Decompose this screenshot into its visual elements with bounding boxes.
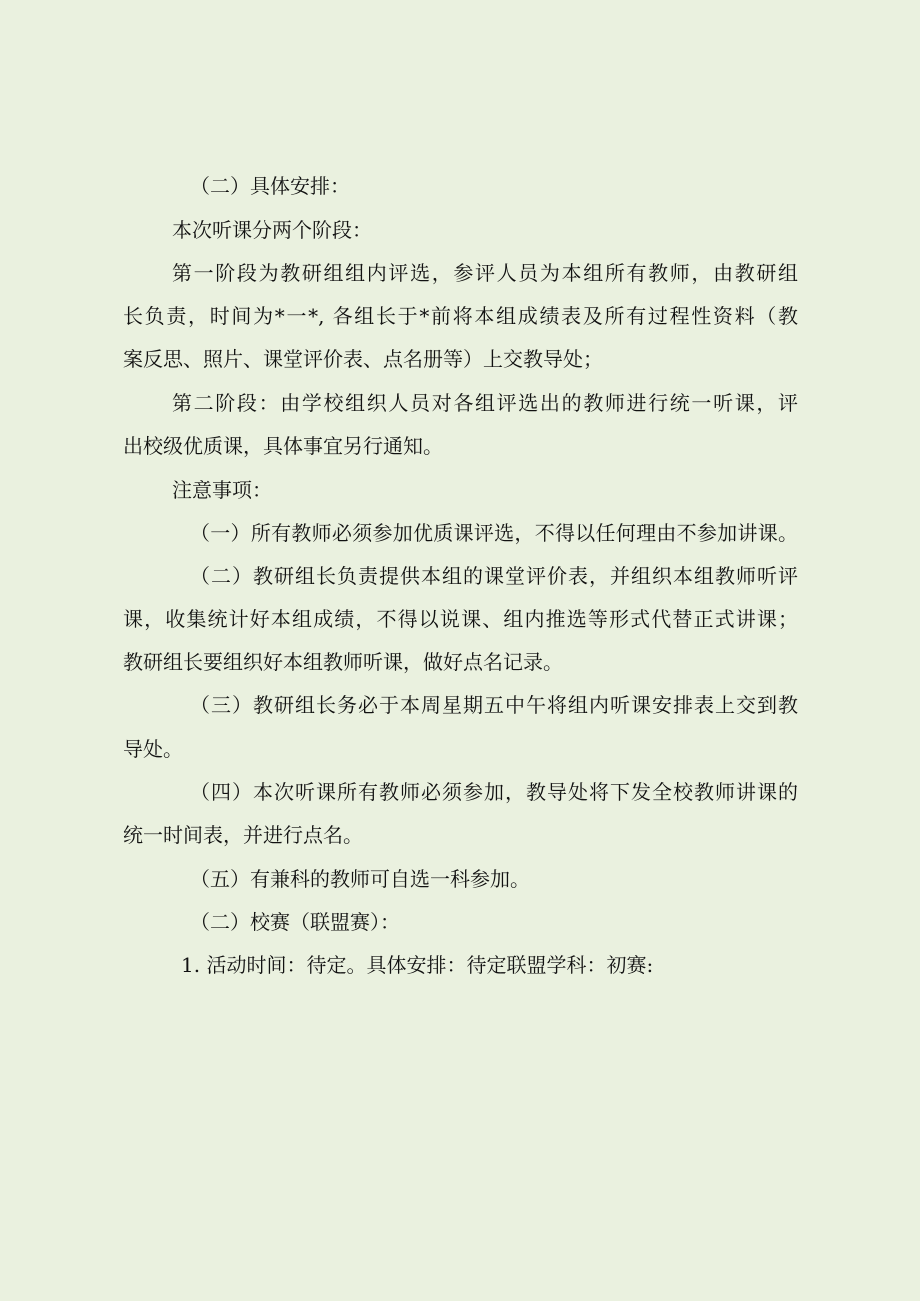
paragraph-stages-intro: 本次听课分两个阶段： [172,218,372,242]
note-three-line-1: （三）教研组长务必于本周星期五中午将组内听课安排表上交到教 [190,693,798,717]
note-two-line-2: 课，收集统计好本组成绩，不得以说课、组内推选等形式代替正式讲课； [123,607,798,631]
note-four-line-1: （四）本次听课所有教师必须参加，教导处将下发全校教师讲课的 [190,780,798,804]
note-three-line-2: 导处。 [123,737,183,761]
paragraph-stage-two-line-1: 第二阶段：由学校组织人员对各组评选出的教师进行统一听课，评 [172,391,798,415]
section-heading-arrangement: （二）具体安排： [190,174,350,198]
note-two-line-1: （二）教研组长负责提供本组的课堂评价表，并组织本组教师听评 [190,564,798,588]
paragraph-stage-one-line-1: 第一阶段为教研组组内评选，参评人员为本组所有教师，由教研组 [172,261,798,285]
note-five: （五）有兼科的教师可自选一科参加。 [190,867,530,891]
note-four-line-2: 统一时间表，并进行点名。 [123,823,363,847]
paragraph-stage-one-line-2: 长负责，时间为*一*, 各组长于*前将本组成绩表及所有过程性资料（教 [123,304,798,328]
paragraph-stage-two-line-2: 出校级优质课，具体事宜另行通知。 [123,434,443,458]
activity-time-line: 1. 活动时间：待定。具体安排：待定联盟学科：初赛: [181,953,654,977]
notes-heading: 注意事项： [172,478,272,502]
note-two-line-3: 教研组长要组织好本组教师听课，做好点名记录。 [123,650,563,674]
section-heading-school-contest: （二）校赛（联盟赛）： [190,910,400,934]
paragraph-stage-one-line-3: 案反思、照片、课堂评价表、点名册等）上交教导处； [123,347,603,371]
note-one: （一）所有教师必须参加优质课评选，不得以任何理由不参加讲课。 [190,521,798,545]
